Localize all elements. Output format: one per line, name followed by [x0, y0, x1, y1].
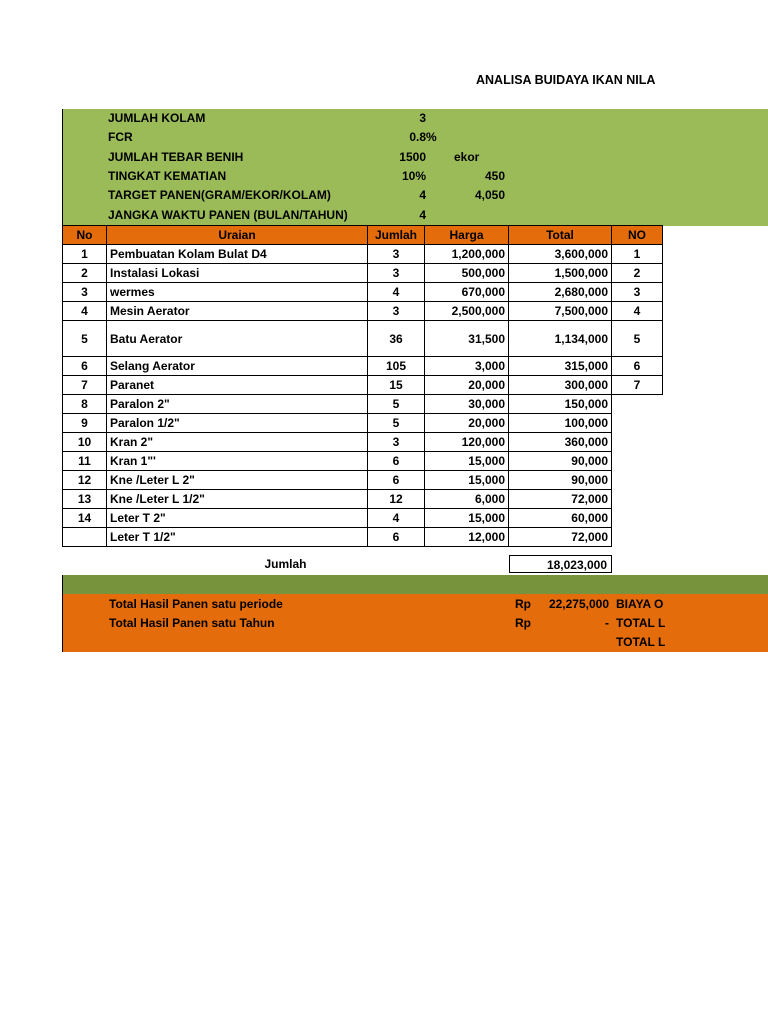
summary-currency: Rp: [515, 597, 531, 611]
row-total: 60,000: [509, 509, 612, 528]
row-no: 7: [63, 376, 107, 395]
row-no2: 1: [612, 245, 663, 264]
row-jumlah: 36: [368, 321, 425, 357]
row-no: 5: [63, 321, 107, 357]
sum-label: Jumlah: [264, 557, 307, 571]
table-row: [63, 283, 663, 302]
row-uraian: Paranet: [107, 376, 368, 395]
row-uraian: wermes: [107, 283, 368, 302]
row-uraian: Kne /Leter L 1/2": [107, 490, 368, 509]
info-label: FCR: [108, 130, 133, 145]
row-no2: 2: [612, 264, 663, 283]
row-jumlah: 3: [368, 433, 425, 452]
row-no: 4: [63, 302, 107, 321]
info-value: 0.8: [409, 130, 426, 145]
row-uraian: Pembuatan Kolam Bulat D4: [107, 245, 368, 264]
row-total: 72,000: [509, 528, 612, 547]
table-row: [63, 528, 663, 547]
header-uraian: Uraian: [107, 226, 368, 245]
row-no2: [612, 490, 663, 509]
info-row: [62, 109, 768, 128]
info-value: 4: [419, 188, 426, 203]
info-label: TARGET PANEN(GRAM/EKOR/KOLAM): [108, 188, 331, 203]
row-harga: 6,000: [425, 490, 509, 509]
row-uraian: Kran 1"': [107, 452, 368, 471]
row-jumlah: 3: [368, 245, 425, 264]
row-harga: 500,000: [425, 264, 509, 283]
row-uraian: Leter T 2": [107, 509, 368, 528]
row-uraian: Instalasi Lokasi: [107, 264, 368, 283]
info-value: 4: [419, 207, 426, 222]
row-jumlah: 3: [368, 302, 425, 321]
row-uraian: Batu Aerator: [107, 321, 368, 357]
row-total: 3,600,000: [509, 245, 612, 264]
row-no: 9: [63, 414, 107, 433]
summary-label: Total Hasil Panen satu Tahun: [109, 616, 275, 630]
table-row: [63, 509, 663, 528]
summary-label: Total Hasil Panen satu periode: [109, 597, 283, 611]
table-row: [63, 414, 663, 433]
info-value: 3: [419, 111, 426, 125]
row-jumlah: 6: [368, 471, 425, 490]
row-harga: 31,500: [425, 321, 509, 357]
info-extra: 450: [484, 168, 505, 183]
row-uraian: Leter T 1/2": [107, 528, 368, 547]
row-no2: [612, 452, 663, 471]
row-harga: 120,000: [425, 433, 509, 452]
table-row: [63, 471, 663, 490]
row-jumlah: 4: [368, 283, 425, 302]
summary-value: 22,275,000: [548, 597, 609, 611]
row-jumlah: 5: [368, 414, 425, 433]
items-table: [62, 225, 663, 547]
table-row: [63, 264, 663, 283]
info-row: [62, 206, 768, 225]
row-uraian: Kran 2": [107, 433, 368, 452]
summary-right-label: TOTAL L: [616, 635, 666, 649]
row-no: 13: [63, 490, 107, 509]
row-no2: [612, 528, 663, 547]
row-uraian: Selang Aerator: [107, 357, 368, 376]
row-total: 7,500,000: [509, 302, 612, 321]
row-jumlah: 3: [368, 264, 425, 283]
row-no2: 3: [612, 283, 663, 302]
summary-right-label: TOTAL L: [616, 616, 666, 630]
row-jumlah: 105: [368, 357, 425, 376]
row-jumlah: 15: [368, 376, 425, 395]
row-no: 6: [63, 357, 107, 376]
row-total: 360,000: [509, 433, 612, 452]
row-no2: 7: [612, 376, 663, 395]
summary-value: -: [605, 616, 609, 630]
row-harga: 20,000: [425, 376, 509, 395]
header-jumlah: Jumlah: [368, 226, 425, 245]
table-row: [63, 433, 663, 452]
row-harga: 30,000: [425, 395, 509, 414]
row-total: 90,000: [509, 471, 612, 490]
row-no: 8: [63, 395, 107, 414]
row-harga: 3,000: [425, 357, 509, 376]
green-band: [62, 575, 768, 594]
row-uraian: Paralon 2": [107, 395, 368, 414]
table-header-row: [63, 226, 663, 245]
row-jumlah: 4: [368, 509, 425, 528]
row-total: 100,000: [509, 414, 612, 433]
sheet-title: ANALISA BUIDAYA IKAN NILA: [476, 73, 656, 87]
header-total: Total: [509, 226, 612, 245]
row-no2: [612, 509, 663, 528]
table-row: [63, 395, 663, 414]
info-label: TINGKAT KEMATIAN: [108, 168, 227, 183]
row-no: 11: [63, 452, 107, 471]
row-no2: [612, 395, 663, 414]
info-row: [62, 167, 768, 186]
sum-row: [62, 555, 662, 574]
row-jumlah: 6: [368, 452, 425, 471]
row-harga: 20,000: [425, 414, 509, 433]
info-value: 10%: [401, 168, 426, 183]
header-harga: Harga: [425, 226, 509, 245]
row-total: 150,000: [509, 395, 612, 414]
row-no2: [612, 414, 663, 433]
row-harga: 15,000: [425, 471, 509, 490]
info-row: [62, 148, 768, 167]
summary-row: [63, 595, 768, 614]
info-unit: %: [426, 130, 437, 145]
row-harga: 15,000: [425, 452, 509, 471]
row-no2: 4: [612, 302, 663, 321]
row-no: 2: [63, 264, 107, 283]
row-harga: 15,000: [425, 509, 509, 528]
row-jumlah: 6: [368, 528, 425, 547]
row-total: 1,134,000: [509, 321, 612, 357]
row-jumlah: 5: [368, 395, 425, 414]
row-total: 2,680,000: [509, 283, 612, 302]
row-jumlah: 12: [368, 490, 425, 509]
row-uraian: Kne /Leter L 2": [107, 471, 368, 490]
info-row: [62, 186, 768, 205]
row-total: 315,000: [509, 357, 612, 376]
table-row: [63, 490, 663, 509]
info-row: [62, 128, 768, 147]
table-row: [63, 321, 663, 357]
row-no2: 5: [612, 321, 663, 357]
row-harga: 670,000: [425, 283, 509, 302]
row-no2: [612, 433, 663, 452]
header-no2: NO: [612, 226, 663, 245]
summary-row: [63, 614, 768, 633]
header-no: No: [63, 226, 107, 245]
row-no: 1: [63, 245, 107, 264]
spreadsheet: [62, 109, 768, 652]
info-label: JUMLAH KOLAM: [108, 111, 206, 125]
table-row: [63, 245, 663, 264]
row-uraian: Paralon 1/2": [107, 414, 368, 433]
row-no: [63, 528, 107, 547]
table-row: [63, 302, 663, 321]
table-row: [63, 357, 663, 376]
row-no2: [612, 471, 663, 490]
row-harga: 2,500,000: [425, 302, 509, 321]
row-no2: 6: [612, 357, 663, 376]
sum-value: 18,023,000: [509, 555, 612, 573]
row-harga: 1,200,000: [425, 245, 509, 264]
info-unit: ekor: [454, 149, 480, 164]
row-no: 3: [63, 283, 107, 302]
table-row: [63, 452, 663, 471]
summary-row: [63, 633, 768, 652]
row-total: 72,000: [509, 490, 612, 509]
row-harga: 12,000: [425, 528, 509, 547]
row-no: 12: [63, 471, 107, 490]
info-label: JANGKA WAKTU PANEN (BULAN/TAHUN): [108, 207, 348, 222]
info-label: JUMLAH TEBAR BENIH: [108, 149, 244, 164]
info-value: 1500: [399, 149, 426, 164]
info-extra: 4,050: [474, 188, 505, 203]
row-total: 300,000: [509, 376, 612, 395]
table-row: [63, 376, 663, 395]
row-no: 10: [63, 433, 107, 452]
row-total: 90,000: [509, 452, 612, 471]
summary-currency: Rp: [515, 616, 531, 630]
summary-block: [62, 594, 768, 652]
row-total: 1,500,000: [509, 264, 612, 283]
row-uraian: Mesin Aerator: [107, 302, 368, 321]
summary-right-label: BIAYA O: [616, 597, 664, 611]
row-no: 14: [63, 509, 107, 528]
